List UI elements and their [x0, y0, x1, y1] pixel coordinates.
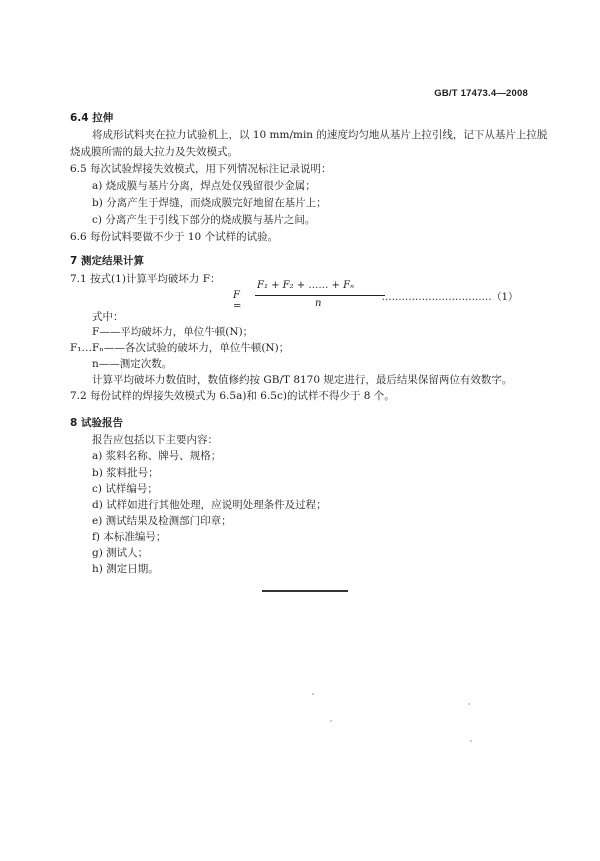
section-6-5-item-c: c) 分离产生于引线下部分的烧成膜与基片之间。	[92, 214, 316, 226]
report-item-d: d) 试样如进行其他处理，应说明处理条件及过程；	[92, 499, 327, 511]
report-item-g: g) 测试人；	[92, 547, 149, 559]
report-item-h: h) 测定日期。	[92, 563, 159, 575]
scan-speck	[470, 740, 472, 742]
rounding-rule: 计算平均破坏力数值时，数值修约按 GB/T 8170 规定进行，最后结果保留两位有效数字。	[92, 374, 513, 386]
section-6-4-para-line2: 烧成膜所需的最大拉力及失效模式。	[70, 146, 238, 158]
section-7-1-text: 7.1 按式(1)计算平均破坏力 F：	[70, 273, 221, 285]
formula-denominator: n	[315, 298, 322, 309]
section-6-4-heading: 6.4 拉伸	[70, 112, 114, 124]
where-label: 式中：	[92, 311, 124, 323]
equation-number: ……………………………（1）	[381, 292, 518, 303]
fraction-bar	[255, 295, 385, 296]
section-6-6: 6.6 每份试料要做不少于 10 个试样的试验。	[70, 231, 279, 243]
report-item-a: a) 浆料名称、牌号、规格；	[92, 450, 222, 462]
standard-code: GB/T 17473.4—2008	[434, 88, 528, 99]
section-7-2: 7.2 每份试样的焊接失效模式为 6.5a)和 6.5c)的试样不得少于 8 个。	[70, 390, 395, 402]
report-item-c: c) 试样编号；	[92, 483, 158, 495]
def-n: n——测定次数。	[92, 358, 173, 370]
section-6-5-item-b: b) 分离产生于焊缝，而烧成膜完好地留在基片上；	[92, 197, 327, 209]
report-item-f: f) 本标准编号；	[92, 531, 167, 543]
scan-speck	[468, 703, 470, 705]
report-item-b: b) 浆料批号；	[92, 467, 159, 479]
report-intro: 报告应包括以下主要内容：	[92, 434, 218, 446]
report-item-e: e) 测试结果及检测部门印章；	[92, 515, 232, 527]
scan-speck	[312, 693, 314, 695]
section-6-5-item-a: a) 烧成膜与基片分离，焊点处仅残留很少金属；	[92, 180, 316, 192]
def-f: F——平均破坏力，单位牛顿(N)；	[92, 326, 254, 338]
scan-speck	[330, 720, 332, 722]
section-6-5-heading: 6.5 每次试验焊接失效模式，用下列情况标注记录说明：	[70, 163, 332, 175]
end-of-document-rule	[262, 590, 348, 592]
section-6-4-para-line1: 将成形试料夹在拉力试验机上，以 10 mm/min 的速度均匀地从基片上拉引线，记下从基片上拉脱	[92, 129, 548, 141]
section-7-heading: 7 测定结果计算	[70, 255, 144, 267]
section-8-heading: 8 试验报告	[70, 417, 123, 429]
formula-lhs: F =	[233, 290, 242, 312]
def-f1-fn: F₁…Fₙ——各次试验的破坏力，单位牛顿(N)；	[70, 342, 290, 354]
formula-numerator: F₁ + F₂ + …… + Fₙ	[257, 280, 355, 291]
